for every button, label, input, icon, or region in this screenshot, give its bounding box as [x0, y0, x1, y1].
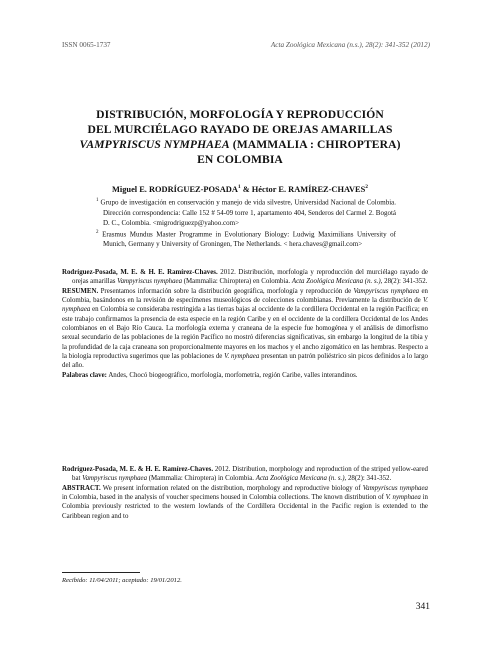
- author-separator: &: [240, 184, 252, 194]
- resumen-species-3: V. nymphaea: [224, 353, 260, 361]
- author-1: Miguel E. RODRÍGUEZ-POSADA: [112, 184, 238, 194]
- spanish-citation: [62, 268, 428, 287]
- author-2: Héctor E. RAMÍREZ-CHAVES: [251, 184, 366, 194]
- keywords-paragraph: [62, 371, 428, 380]
- spanish-cite-journal: Acta Zoológica Mexicana (n. s.): [291, 278, 381, 286]
- spanish-cite-authors: Rodríguez-Posada, M. E. & H. E. Ramírez-Chaves.: [62, 269, 218, 276]
- author-1-sup: 1: [237, 184, 241, 190]
- footnote-divider: [62, 572, 140, 573]
- resumen-species-2: V. nymphaea: [62, 297, 428, 314]
- resumen-text-c: en Colombia se consideraba restringida a las tierras bajas al occidente de la cordillera Occidental en la región Pacífica; en este trabajo confirmamos la presencia de esta especie en la región Caribe y en el occidente de la cordillera Occidental de los Andes colombianos en el Bajo Río Cauca. La morfología externa y craneana de la especie fue homogénea y el análisis de dimorfismo sexual secundario de las poblaciones de la región Pacífico no mostró diferencias significativas, sin embargo la longitud de la tibia y la profundidad de la caja craneana son proporcionalmente mayores en los machos y el ancho zigomático en las hembras. Respecto a la biología reproductiva sugerimos que las poblaciones de: [62, 306, 428, 361]
- english-cite-text-c: , 28(2): 341-352.: [344, 475, 392, 483]
- title-line-3: [40, 137, 440, 152]
- title-line-2: DEL MURCIÉLAGO RAYADO DE OREJAS AMARILLAS: [87, 123, 393, 136]
- english-cite-text-b: (Mammalia: Chiroptera) in Colombia.: [147, 475, 256, 483]
- resumen-text-d: presentan un patrón poliéstrico sin picos definidos a lo largo del año.: [62, 353, 428, 370]
- issn: ISSN 0065-1737: [62, 41, 111, 49]
- affiliation-1-sup: 1: [96, 198, 99, 203]
- keywords-label: Palabras clave:: [62, 371, 107, 379]
- affiliation-1-text: Grupo de investigación en conservación y manejo de vida silvestre, Universidad Nacional de Colombia. Dirección correspondencia: Calle 152 # 54-09 torre 1, apartamento 404, Senderos del Carmel 2. Bogotá D. C., Colombia. <migrodriguezp@yahoo.com>: [98, 198, 396, 227]
- english-section: [62, 465, 428, 521]
- resumen-text-b: en Colombia, basándonos en la revisión de especímenes museológicos de colecciones colombianas. Previamente la distribución de: [62, 287, 428, 305]
- author-2-sup: 2: [365, 184, 368, 190]
- spanish-section: [62, 268, 428, 380]
- affiliation-1: [96, 196, 396, 228]
- spanish-cite-text-b: (Mammalia: Chiroptera) en Colombia.: [182, 278, 292, 286]
- affiliation-2: [96, 228, 396, 250]
- spanish-cite-species: Vampyriscus nymphaea: [117, 278, 183, 286]
- author-line: [40, 184, 440, 194]
- abstract-paragraph: [62, 484, 428, 521]
- page-number: 341: [415, 602, 430, 612]
- abstract-species-1: Vampyriscus nymphaea: [362, 484, 428, 492]
- title-line-1: DISTRIBUCIÓN, MORFOLOGÍA Y REPRODUCCIÓN: [96, 108, 384, 121]
- abstract-text-a: We present information related on the distribution, morphology and reproductive biology of: [100, 484, 363, 492]
- abstract-label: ABSTRACT.: [62, 484, 101, 492]
- received-dates: Recibido: 11/04/2011; aceptado: 19/01/2012.: [62, 577, 182, 584]
- english-cite-journal: Acta Zoológica Mexicana (n. s.): [255, 475, 345, 483]
- abstract-species-2: V. nymphaea: [385, 494, 421, 502]
- english-cite-text-a: 2012. Distribution, morphology and reproduction of the striped yellow-eared bat: [72, 466, 428, 483]
- resumen-label: RESUMEN.: [62, 287, 99, 295]
- journal-header: Acta Zoológica Mexicana (n.s.), 28(2): 341-352 (2012): [270, 41, 430, 49]
- abstract-text-b: in Colombia, based in the analysis of voucher specimens housed in Colombia collections. The known distribution of: [62, 494, 386, 502]
- title-taxon: (MAMMALIA : CHIROPTERA): [229, 138, 401, 151]
- title-line-4: EN COLOMBIA: [197, 153, 283, 166]
- spanish-cite-text-a: 2012. Distribución, morfología y reproducción del murciélago rayado de orejas amarillas: [72, 269, 428, 286]
- title-species: VAMPYRISCUS NYMPHAEA: [79, 138, 230, 151]
- keywords-text: Andes, Chocó biogeográfico, morfología, morfometría, región Caribe, valles interandinos.: [106, 371, 358, 379]
- resumen-text-a: Presentamos información sobre la distribución geográfica, morfología y reproducción de: [98, 287, 354, 295]
- affiliation-2-text: Erasmus Mundus Master Programme in Evolutionary Biology: Ludwig Maximilians University of Munich, Germany y University of Groningen, The Netherlands. < hera.chaves@gmail.com>: [98, 230, 396, 249]
- english-citation: [62, 465, 428, 484]
- resumen-species-1: Vampyriscus nymphaea: [353, 287, 420, 295]
- resumen-paragraph: [62, 287, 428, 371]
- english-cite-authors: Rodríguez-Posada, M. E. & H. E. Ramírez-Chaves.: [62, 466, 214, 473]
- english-cite-species: Vampyriscus nymphaea: [82, 475, 148, 483]
- affiliation-2-sup: 2: [96, 229, 99, 235]
- abstract-text-c: in Colombia previously restricted to the western lowlands of the Cordillera Occidental in the Pacific region is extended to the Caribbean region and to: [62, 494, 429, 520]
- affiliations: [96, 196, 396, 250]
- spanish-cite-text-c: , 28(2): 341-352.: [380, 278, 428, 286]
- article-title: [40, 107, 440, 167]
